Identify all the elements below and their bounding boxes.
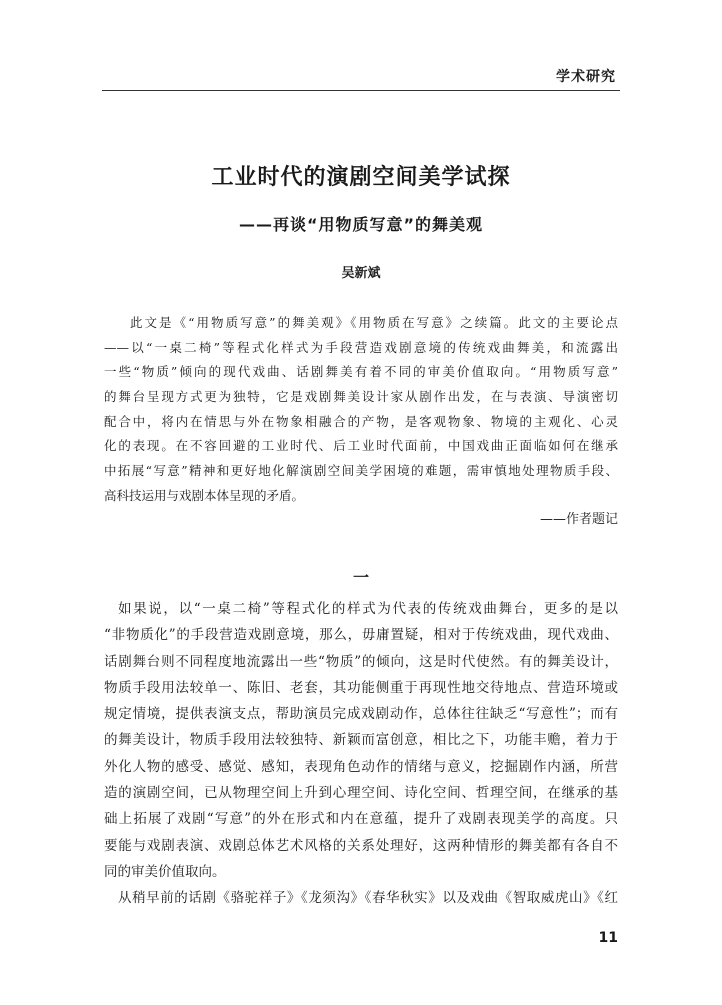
body-line: 的舞美设计，物质手段用法较独特、新颖而富创意，相比之下，功能丰赡，着力于: [104, 732, 618, 749]
abstract-line: 此文是《“用物质写意”的舞美观》《用物质在写意》之续篇。此文的主要论点: [130, 315, 618, 330]
body-line: 如果说，以“一桌二椅”等程式化的样式为代表的传统戏曲舞台，更多的是以: [118, 601, 618, 617]
body-line: 同的审美价值取向。: [104, 863, 226, 880]
body-line: 造的演剧空间，已从物理空间上升到心理空间、诗化空间、哲理空间，在继承的基: [104, 785, 618, 802]
abstract-signature: ——作者题记: [539, 512, 618, 527]
section-name: 学术研究: [556, 69, 616, 85]
abstract: [104, 311, 618, 509]
abstract-line: ——以“一桌二椅”等程式化样式为手段营造戏剧意境的传统戏曲舞美，和流露出: [104, 339, 618, 355]
page-number: 11: [598, 930, 618, 946]
body-text: [104, 596, 618, 912]
abstract-line: 的舞台呈现方式更为独特，它是戏剧舞美设计家从剧作出发，在与表演、导演密切: [104, 389, 618, 405]
abstract-line: 一些“物质”倾向的现代戏曲、话剧舞美有着不同的审美价值取向。“用物质写意”: [104, 364, 618, 380]
body-line: 话剧舞台则不同程度地流露出一些“物质”的倾向，这是时代使然。有的舞美设计，: [104, 653, 618, 670]
author-name: 吴新斌: [341, 266, 381, 281]
body-line: “非物质化”的手段营造戏剧意境，那么，毋庸置疑，相对于传统戏曲，现代戏曲、: [104, 627, 618, 644]
abstract-line: 高科技运用与戏剧本体呈现的矛盾。: [104, 487, 305, 503]
article-title: 工业时代的演剧空间美学试探: [211, 165, 511, 190]
body-line: 要能与戏剧表演、戏剧总体艺术风格的关系处理好，这两种情形的舞美都有各自不: [104, 837, 618, 854]
body-line: 外化人物的感受、感觉、感知，表现角色动作的情绪与意义，挖掘剧作内涵，所营: [104, 758, 618, 775]
body-line: 物质手段用法较单一、陈旧、老套，其功能侧重于再现性地交待地点、营造环境或: [104, 679, 618, 696]
abstract-line: 中拓展“写意”精神和更好地化解演剧空间美学困境的难题，需审慎地处理物质手段、: [104, 463, 618, 479]
section-number: 一: [352, 568, 369, 587]
abstract-line: 化的表现。在不容回避的工业时代、后工业时代面前，中国戏曲正面临如何在继承: [104, 438, 618, 454]
article-subtitle: ——再谈“用物质写意”的舞美观: [238, 215, 484, 234]
body-line: 从稍早前的话剧《骆驼祥子》《龙须沟》《春华秋实》以及戏曲《智取威虎山》《红: [118, 890, 618, 907]
body-line: 础上拓展了戏剧“写意”的外在形式和内在意蕴，提升了戏剧表现美学的高度。只: [104, 811, 618, 828]
body-line: 规定情境，提供表演支点，帮助演员完成戏剧动作，总体往往缺乏“写意性”；而有: [104, 706, 618, 723]
abstract-line: 配合中，将内在情思与外在物象相融合的产物，是客观物象、物境的主观化、心灵: [104, 413, 618, 429]
running-header: [102, 64, 620, 91]
